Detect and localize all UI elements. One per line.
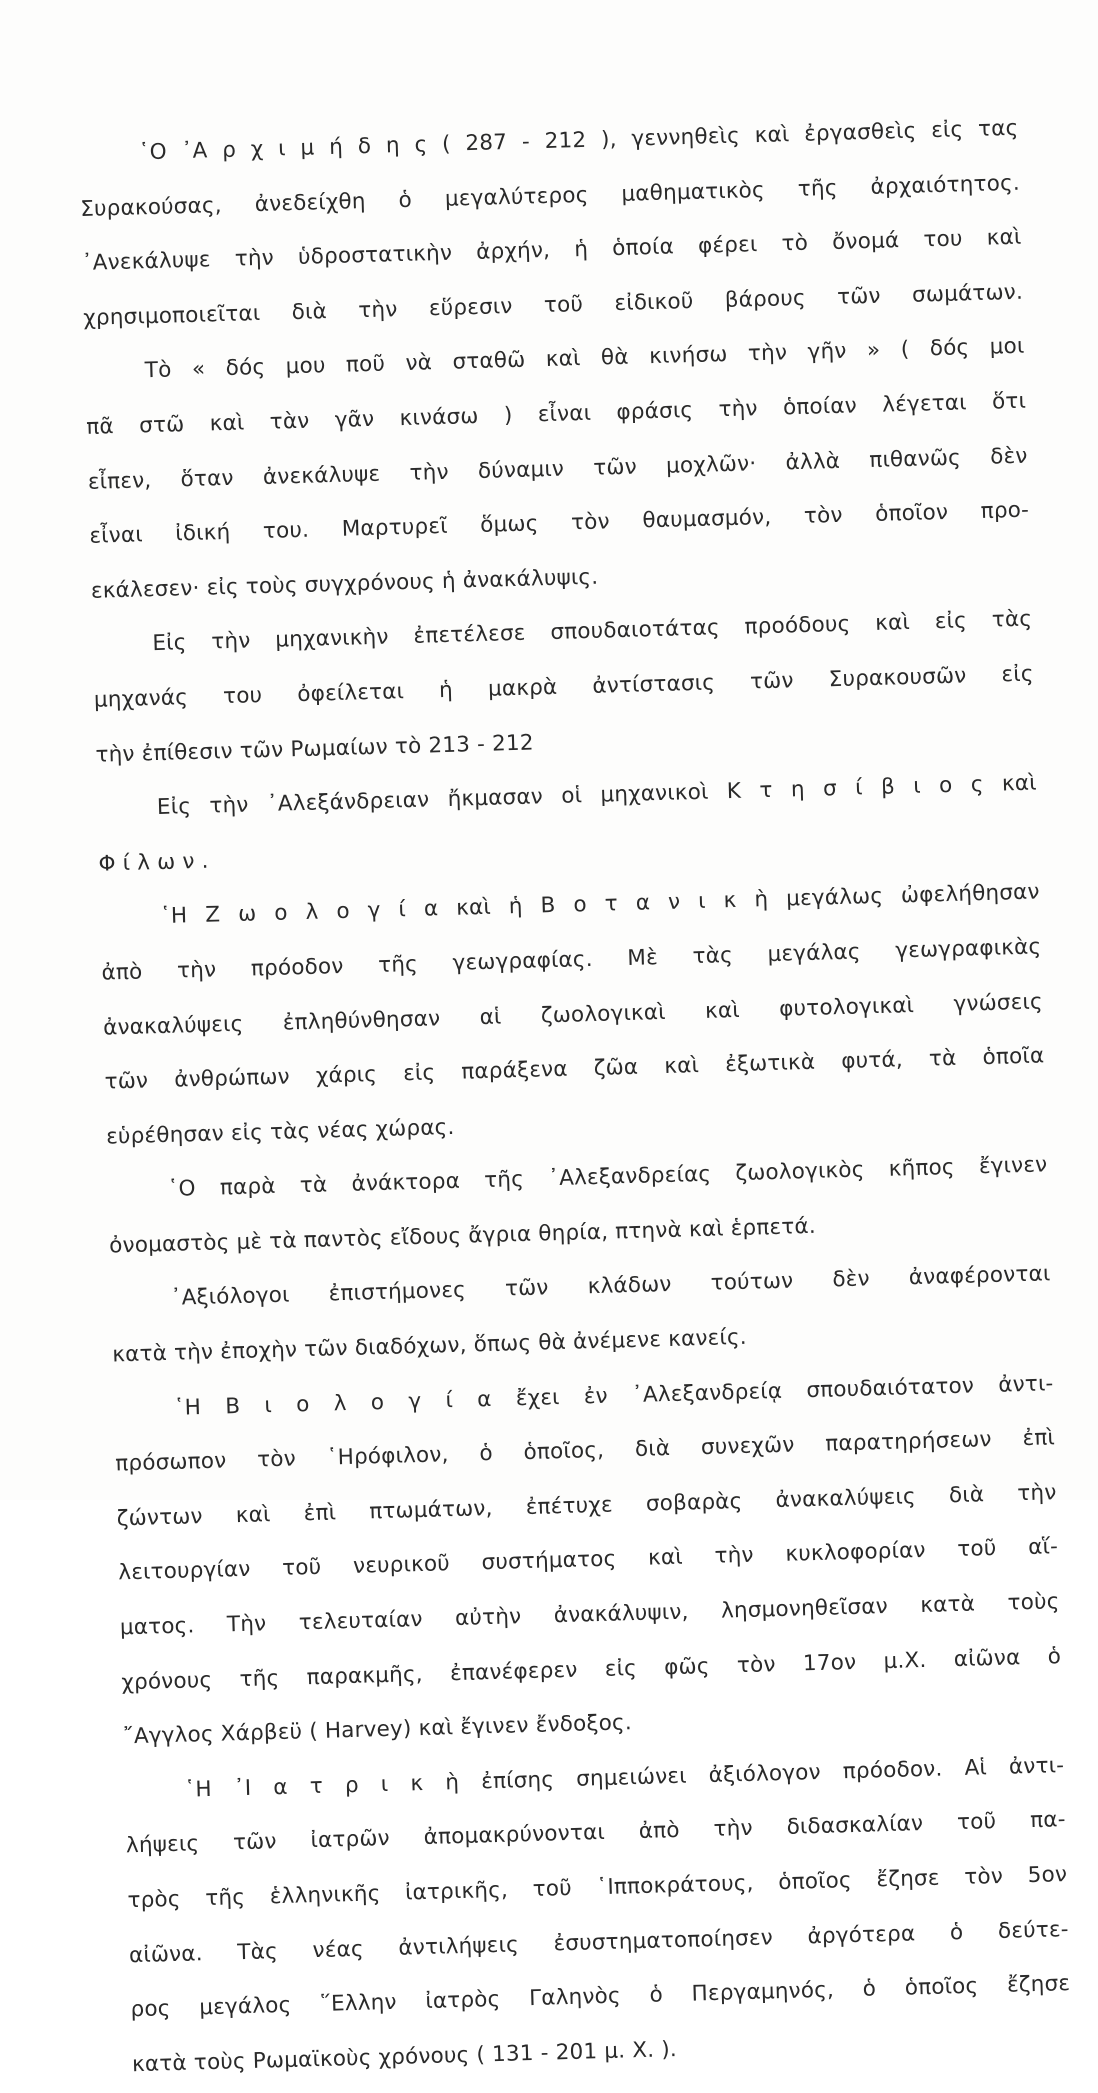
- text-line: ᾿Αξιόλογοι ἐπιστήμονες τῶν κλάδων τούτων δὲν ἀναφέρονται: [170, 1261, 1051, 1312]
- text-line: εὑρέθησαν εἰς τὰς νέας χώρας.: [105, 1114, 455, 1150]
- text-line: ρος μεγάλος ῞Ελλην ἰατρὸς Γαληνὸς ὁ Περγαμηνός, ὁ ὁποῖος ἔζησε: [130, 1971, 1071, 2023]
- text-line: Εἰς τὴν ᾿Αλεξάνδρειαν ἤκμασαν οἱ μηχανικοὶ Κ τ η σ ί β ι ο ς καὶ: [156, 770, 1038, 821]
- text-line: μηχανάς του ὀφείλεται ἡ μακρὰ ἀντίστασις τῶν Συρακουσῶν εἰς: [93, 661, 1034, 713]
- text-line: ζώντων καὶ ἐπὶ πτωμάτων, ἐπέτυχε σοβαρὰς ἀνακαλύψεις διὰ τὴν: [116, 1480, 1057, 1532]
- text-line: εἶπεν, ὅταν ἀνεκάλυψε τὴν δύναμιν τῶν μοχλῶν· ἀλλὰ πιθανῶς δὲν: [87, 443, 1028, 495]
- text-line: ῾Η Ζ ω ο λ ο γ ί α καὶ ἡ Β ο τ α ν ι κ ὴ μεγάλως ὠφελήθησαν: [159, 879, 1041, 930]
- text-line: Φ ί λ ω ν .: [98, 848, 210, 877]
- text-line: χρόνους τῆς παρακμῆς, ἐπανέφερεν εἰς φῶς τὸν 17ον μ.Χ. αἰῶνα ὁ: [121, 1643, 1062, 1696]
- text-line: ἀνακαλύψεις ἐπληθύνθησαν αἱ ζωολογικαὶ καὶ φυτολογικαὶ γνώσεις: [102, 988, 1044, 1041]
- text-line: ᾿Ανεκάλυψε τὴν ὑδροστατικὴν ἀρχήν, ἡ ὁποία φέρει τὸ ὄνομά του καὶ: [81, 224, 1022, 277]
- text-line: εἶναι ἰδική του. Μαρτυρεῖ ὅμως τὸν θαυμασμόν, τὸν ὁποῖον προ-: [89, 497, 1030, 549]
- text-line: πᾶ στῶ καὶ τὰν γᾶν κινάσω ) εἶναι φράσις τὴν ὁποίαν λέγεται ὅτι: [86, 388, 1027, 440]
- text-line: εκάλεσεν· εἰς τοὺς συγχρόνους ἡ ἀνακάλυψις.: [90, 564, 599, 604]
- text-line: ῾Η ᾿Ι α τ ρ ι κ ὴ ἐπίσης σημειώνει ἀξιόλογον πρόοδον. Αἱ ἀντι-: [184, 1752, 1065, 1803]
- text-line: ῾Ο παρὰ τὰ ἀνάκτορα τῆς ᾿Αλεξανδρείας ζωολογικὸς κῆπος ἔγινεν: [167, 1152, 1048, 1203]
- text-line: κατὰ τοὺς Ρωμαϊκοὺς χρόνους ( 131 - 201 μ. Χ. ).: [131, 2036, 678, 2078]
- text-line: τὴν ἐπίθεσιν τῶν Ρωμαίων τὸ 213 - 212: [95, 730, 535, 768]
- text-line: χρησιμοποιεῖται διὰ τὴν εὕρεσιν τοῦ εἰδικοῦ βάρους τῶν σωμάτων.: [82, 279, 1024, 331]
- text-line: λήψεις τῶν ἰατρῶν ἀπομακρύνονται ἀπὸ τὴν διδασκαλίαν τοῦ πα-: [125, 1807, 1066, 1859]
- text-line: ῾Ο ᾿Α ρ χ ι μ ή δ η ς ( 287 - 212 ), γεννηθεὶς καὶ ἐργασθεὶς εἰς τας: [138, 115, 1019, 166]
- text-line: τῶν ἀνθρώπων χάρις εἰς παράξενα ζῶα καὶ ἐξωτικὰ φυτά, τὰ ὁποῖα: [104, 1043, 1045, 1095]
- text-line: Εἰς τὴν μηχανικὴν ἐπετέλεσε σπουδαιοτάτας προόδους καὶ εἰς τὰς: [152, 606, 1033, 657]
- text-line: κατὰ τὴν ἐποχὴν τῶν διαδόχων, ὅπως θὰ ἀνέμενε κανείς.: [111, 1324, 748, 1368]
- text-line: Τὸ « δός μου ποῦ νὰ σταθῶ καὶ θὰ κινήσω τὴν γῆν » ( δός μοι: [144, 334, 1025, 384]
- text-line: ῾Η Β ι ο λ ο γ ί α ἔχει ἐν ᾿Αλεξανδρείᾳ σπουδαιότατον ἀντι-: [173, 1370, 1054, 1421]
- text-line: τρὸς τῆς ἑλληνικῆς ἰατρικῆς, τοῦ ῾Ιπποκράτους, ὁποῖος ἔζησε τὸν 5ον: [127, 1862, 1068, 1914]
- text-line: ὀνομαστὸς μὲ τὰ παντὸς εἴδους ἄγρια θηρία, πτηνὰ καὶ ἑρπετά.: [108, 1213, 817, 1259]
- text-line: πρόσωπον τὸν ῾Ηρόφιλον, ὁ ὁποῖος, διὰ συνεχῶν παρατηρήσεων ἐπὶ: [114, 1425, 1056, 1477]
- text-line: Συρακούσας, ἀνεδείχθη ὁ μεγαλύτερος μαθηματικὸς τῆς ἀρχαιότητος.: [79, 170, 1021, 222]
- text-line: αἰῶνα. Τὰς νέας ἀντιλήψεις ἐσυστηματοποίησεν ἀργότερα ὁ δεύτε-: [128, 1916, 1070, 1968]
- text-line: λειτουργίαν τοῦ νευρικοῦ συστήματος καὶ τὴν κυκλοφορίαν τοῦ αἵ-: [118, 1534, 1059, 1586]
- body-text: [78, 102, 1073, 2093]
- text-line: ῎Αγγλος Χάρβεϋ ( Harvey) καὶ ἔγινεν ἔνδοξος.: [122, 1710, 633, 1750]
- text-line: ἀπὸ τὴν πρόοδον τῆς γεωγραφίας. Μὲ τὰς μεγάλας γεωγραφικὰς: [101, 934, 1042, 986]
- text-line: ματος. Τὴν τελευταίαν αὐτὴν ἀνακάλυψιν, λησμονηθεῖσαν κατὰ τοὺς: [119, 1589, 1060, 1641]
